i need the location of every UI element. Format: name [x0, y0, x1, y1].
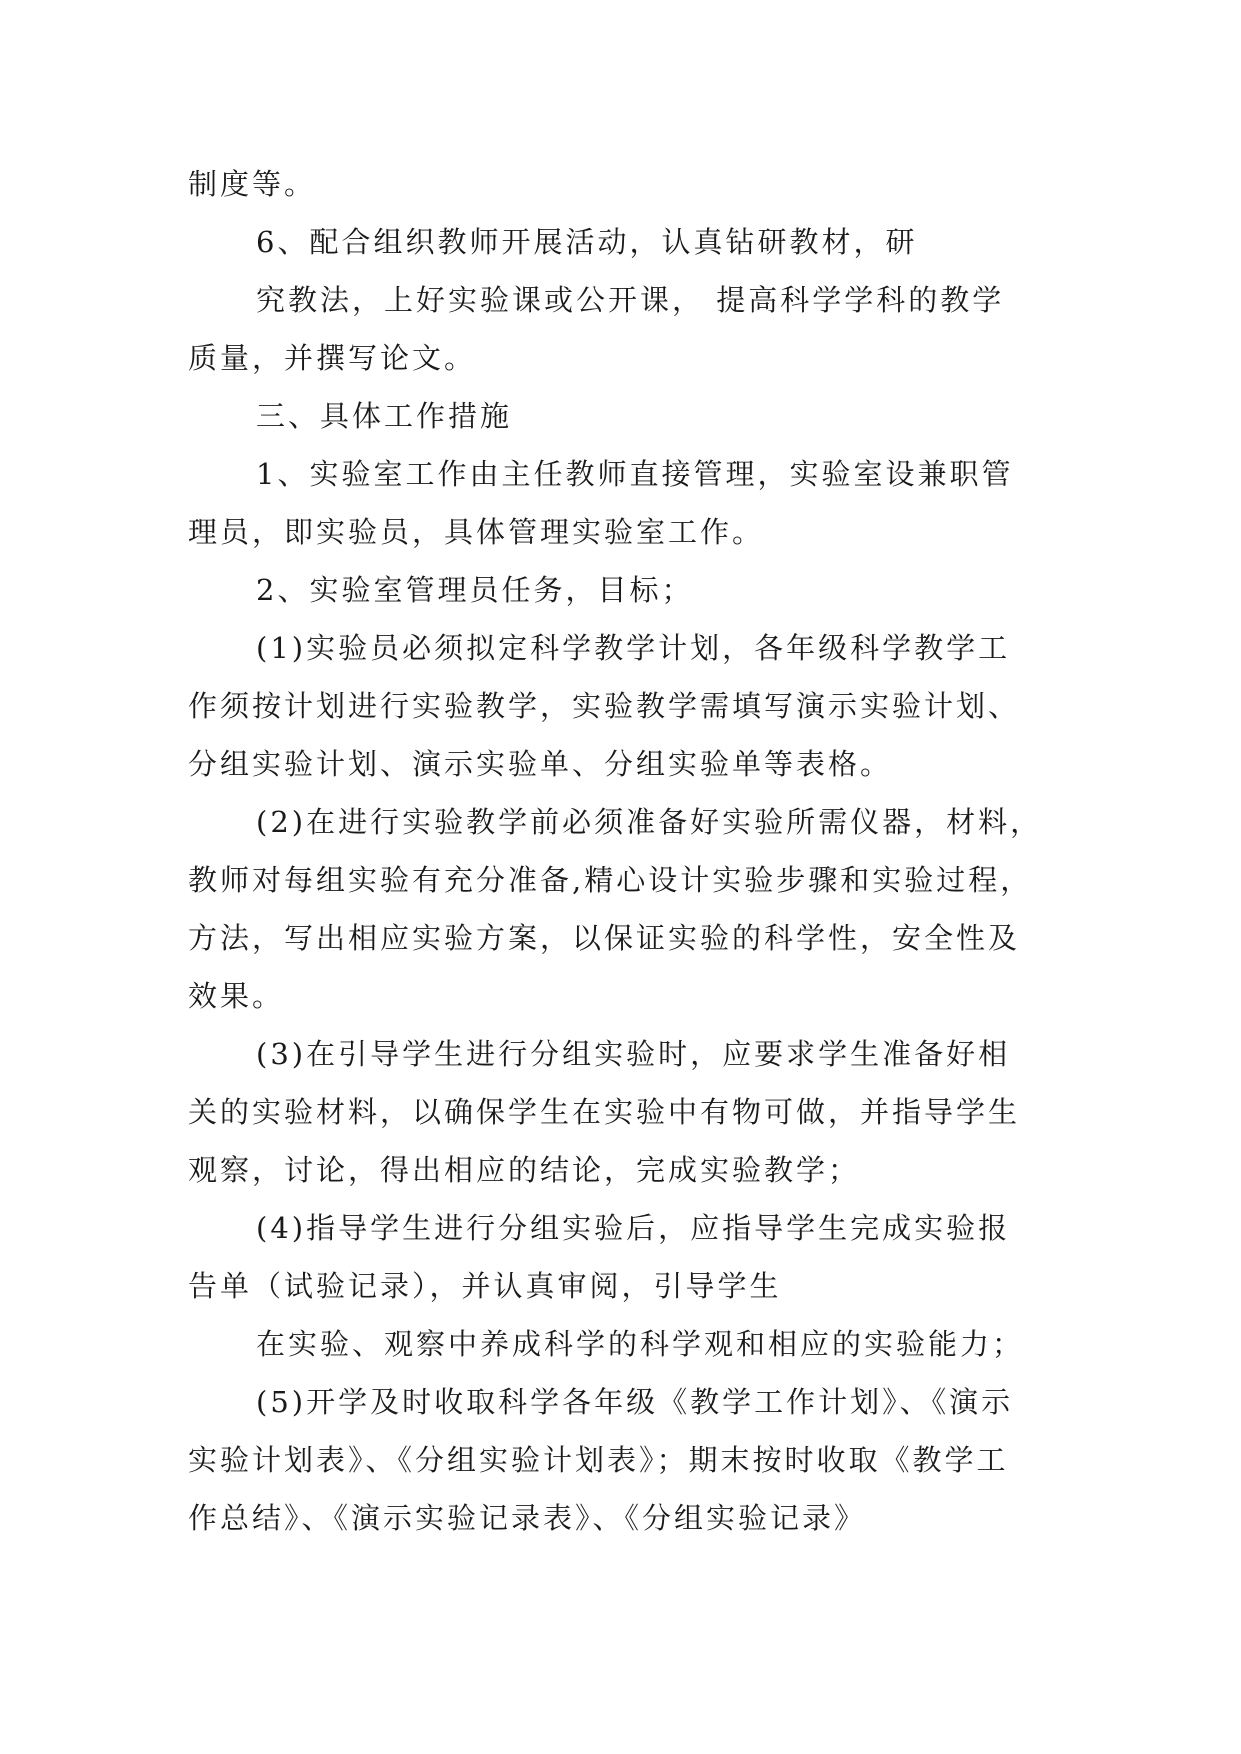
text-line: (5)开学及时收取科学各年级《教学工作计划》、《演示 [256, 1385, 1014, 1419]
text-line: 观察，讨论，得出相应的结论，完成实验教学； [188, 1153, 861, 1187]
text-line: 理员，即实验员，具体管理实验室工作。 [188, 515, 765, 549]
text-line: (2)在进行实验教学前必须准备好实验所需仪器，材料， [256, 805, 1043, 839]
text-line: 分组实验计划、演示实验单、分组实验单等表格。 [188, 747, 893, 781]
text-line: 制度等。 [188, 167, 317, 201]
section-heading: 三、具体工作措施 [256, 399, 513, 433]
text-line: 6、配合组织教师开展活动，认真钻研教材，研 [256, 225, 918, 259]
text-line: 2、实验室管理员任务，目标； [256, 573, 694, 607]
text-line: (3)在引导学生进行分组实验时，应要求学生准备好相 [256, 1037, 1011, 1071]
text-line: 方法，写出相应实验方案，以保证实验的科学性，安全性及 [188, 921, 1021, 955]
text-line: 教师对每组实验有充分准备,精心设计实验步骤和实验过程， [188, 863, 1033, 897]
text-line: 效果。 [188, 979, 285, 1013]
text-line: (1)实验员必须拟定科学教学计划，各年级科学教学工 [256, 631, 1011, 665]
text-line: 在实验、观察中养成科学的科学观和相应的实验能力； [256, 1327, 1025, 1361]
text-line: 质量，并撰写论文。 [188, 341, 477, 375]
text-line: 作总结》、《演示实验记录表》、《分组实验记录》 [188, 1501, 867, 1535]
text-line: 1、实验室工作由主任教师直接管理，实验室设兼职管 [256, 457, 1014, 491]
text-line: 作须按计划进行实验教学，实验教学需填写演示实验计划、 [188, 689, 1021, 723]
text-line: 实验计划表》、《分组实验计划表》；期末按时收取《教学工 [188, 1443, 1009, 1477]
text-line: (4)指导学生进行分组实验后，应指导学生完成实验报 [256, 1211, 1011, 1245]
text-line: 究教法，上好实验课或公开课， 提高科学学科的教学 [256, 283, 1005, 317]
text-line: 告单（试验记录），并认真审阅，引导学生 [188, 1269, 782, 1303]
text-line: 关的实验材料，以确保学生在实验中有物可做，并指导学生 [188, 1095, 1021, 1129]
